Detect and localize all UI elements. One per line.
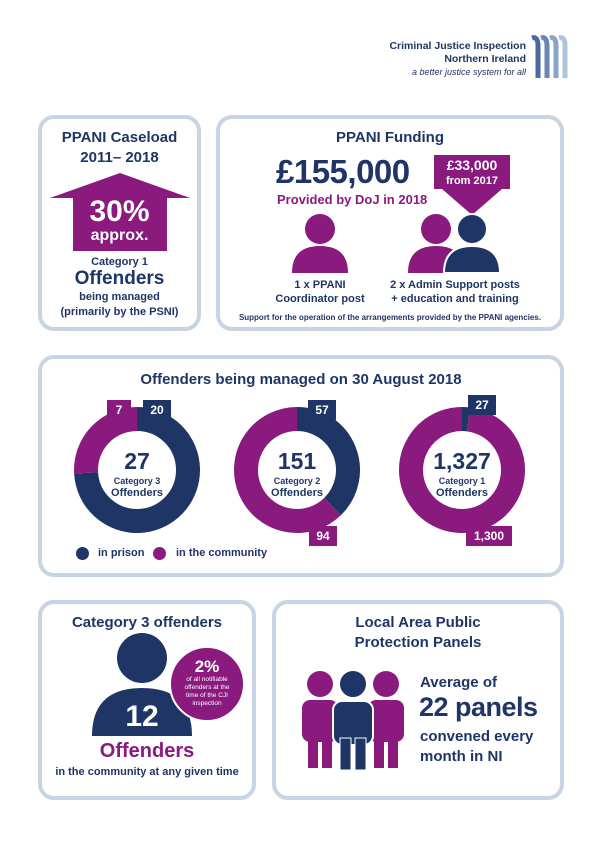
donut3-label1: Category 1: [438, 476, 486, 486]
org-name-line1: Criminal Justice Inspection: [389, 40, 526, 52]
donut2-prison-tag: 57: [308, 400, 336, 420]
donut3-community-tag: 1,300: [466, 526, 512, 546]
donut2-total: 151: [277, 448, 317, 474]
caseload-psni: (primarily by the PSNI): [60, 306, 179, 318]
caseload-offenders: Offenders: [74, 268, 165, 289]
increase-amount: £33,000: [446, 157, 498, 173]
donut1-total: 27: [124, 448, 150, 474]
legend-community-swatch: [153, 547, 166, 560]
panels-title-line2: Protection Panels: [354, 634, 482, 651]
group-people-icon: [298, 670, 408, 770]
donut3-label2: Offenders: [436, 487, 488, 499]
post2-line1: 2 x Admin Support posts: [390, 279, 520, 291]
panels-average: Average of: [420, 674, 497, 691]
badge-percent: 2%: [194, 657, 220, 676]
post1-line2: Coordinator post: [275, 293, 365, 305]
org-tagline: a better justice system for all: [411, 67, 526, 77]
donut1-community-tag: 7: [107, 400, 131, 420]
caseload-managed: being managed: [79, 291, 160, 303]
category3-count: 12: [125, 700, 159, 733]
donut1-label2: Offenders: [111, 487, 163, 499]
panels-count: 22 panels: [419, 692, 538, 722]
category3-title: Category 3 offenders: [71, 614, 223, 631]
donut1-prison-tag: 20: [143, 400, 171, 420]
donut3-prison-tag: 27: [468, 395, 496, 415]
org-name-line2: Northern Ireland: [444, 53, 526, 65]
panels-line3: convened every: [420, 728, 534, 745]
funding-footnote: Support for the operation of the arrangements provided by the PPANI agencies.: [238, 313, 542, 322]
caseload-percent: 30%: [89, 195, 150, 228]
panels-title-line1: Local Area Public: [355, 614, 481, 631]
post2-line2: + education and training: [391, 293, 519, 305]
donut2-label1: Category 2: [273, 476, 321, 486]
post1-line1: 1 x PPANI: [294, 279, 346, 291]
caseload-title-line2: 2011– 2018: [80, 149, 159, 166]
funding-title: PPANI Funding: [335, 129, 445, 146]
legend-prison-swatch: [76, 547, 89, 560]
caseload-category: Category 1: [91, 256, 148, 268]
funding-amount: £155,000: [276, 153, 410, 190]
legend-community-label: in the community: [176, 547, 268, 559]
funding-provided: Provided by DoJ in 2018: [277, 192, 428, 207]
panels-line4: month in NI: [420, 748, 503, 765]
category3-badge: [169, 646, 245, 722]
badge-text: of all notifiable offenders at the time of the CJI inspection: [184, 676, 230, 707]
caseload-approx: approx.: [90, 227, 149, 244]
offenders-title: Offenders being managed on 30 August 2018: [140, 371, 462, 388]
donut1-label1: Category 3: [113, 476, 161, 486]
category3-subtitle: in the community at any given time: [55, 766, 239, 778]
donut3-total: 1,327: [433, 448, 491, 474]
increase-from: from 2017: [446, 175, 498, 187]
donut2-community-tag: 94: [309, 526, 337, 546]
legend-prison-label: in prison: [98, 547, 145, 559]
donut2-label2: Offenders: [271, 487, 323, 499]
caseload-title-line1: PPANI Caseload: [61, 129, 178, 146]
category3-offenders: Offenders: [99, 740, 195, 762]
